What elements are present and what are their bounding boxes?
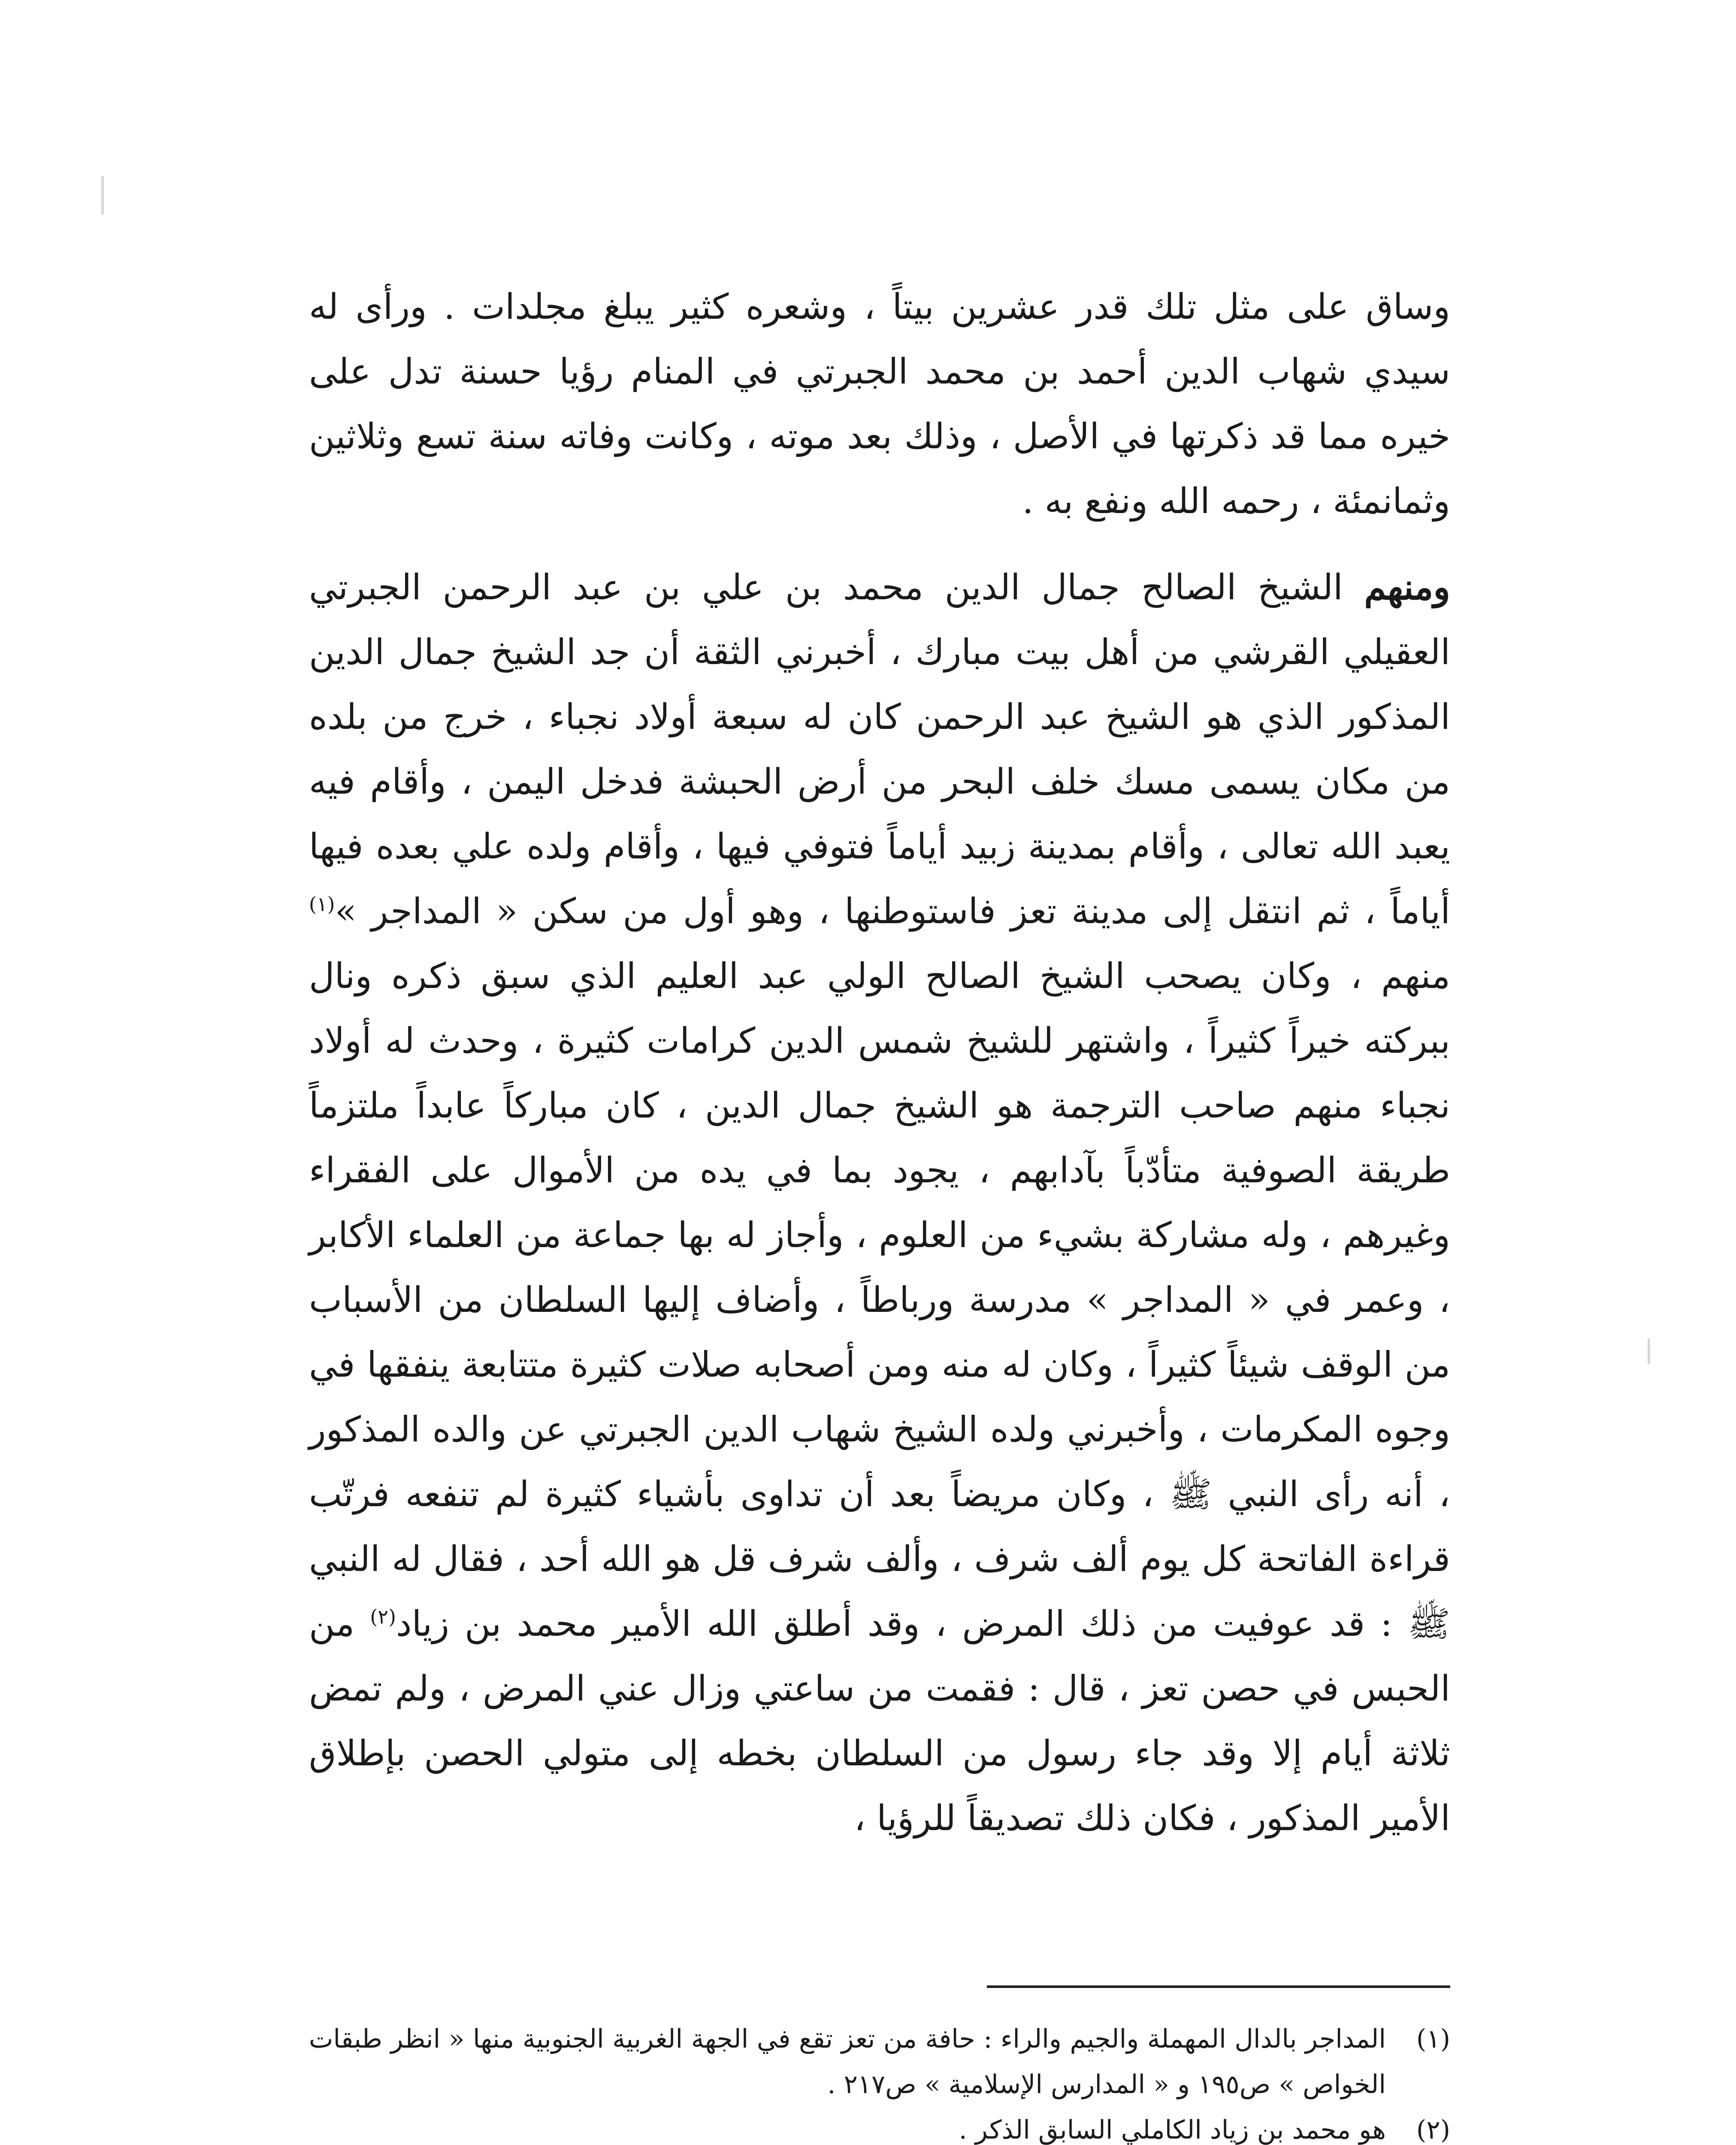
footnote-separator xyxy=(987,1985,1450,1988)
main-text xyxy=(309,275,1450,1851)
paragraph-2-part-2: منهم ، وكان يصحب الشيخ الصالح الولي عبد العليم الذي سبق ذكره ونال ببركته خيراً كثيراً ، واشتهر للشيخ شمس الدين كرامات كثيرة ، وحدث له أولاد نجباء منهم صاحب الترجمة هو الشيخ جمال الدين ، كان مباركاً عابداً ملتزماً طريقة الصوفية متأدّباً بآدابهم ، يجود بما في يده من الأموال على الفقراء وغيرهم ، وله مشاركة بشيء من العلوم ، وأجاز له بها جماعة من العلماء الأكابر ، وعمر في « المداجر » مدرسة ورباطاً ، وأضاف إليها السلطان من الأسباب من الوقف شيئاً كثيراً ، وكان له منه ومن أصحابه صلات كثيرة متتابعة ينفقها في وجوه المكرمات ، وأخبرني ولده الشيخ شهاب الدين الجبرتي عن والده المذكور ، أنه رأى النبي ﷺ ، وكان مريضاً بعد أن تداوى بأشياء كثيرة لم تنفعه فرتّب قراءة الفاتحة كل يوم ألف شرف ، وألف شرف قل هو الله أحد ، فقال له النبي ﷺ : قد عوفيت من ذلك المرض ، وقد أطلق الله الأمير محمد بن زياد xyxy=(309,956,1450,1644)
footnote-2-number: (٢) xyxy=(1416,2115,1450,2145)
footnote-reference-2[interactable]: (٢) xyxy=(370,1605,396,1628)
paragraph-1-text: وساق على مثل تلك قدر عشرين بيتاً ، وشعره كثير يبلغ مجلدات . ورأى له سيدي شهاب الدين أحمد بن محمد الجبرتي في المنام رؤيا حسنة تدل على خيره مما قد ذكرتها في الأصل ، وذلك بعد موته ، وكانت وفاته سنة تسع وثلاثين وثمانمئة ، رحمه الله ونفع به . xyxy=(309,287,1450,522)
paragraph-continuation xyxy=(309,275,1450,534)
paragraph-lead-word: ومنهم xyxy=(1364,567,1450,608)
paragraph-biography xyxy=(309,555,1450,1851)
footnote-2 xyxy=(309,2107,1450,2145)
paragraph-2-text xyxy=(309,555,1450,1851)
footnote-1-number: (١) xyxy=(1416,2024,1450,2054)
paragraph-2-part-3: من الحبس في حصن تعز ، قال : فقمت من ساعتي وزال عني المرض ، ولم تمض ثلاثة أيام إلا وقد جاء رسول من السلطان بخطه إلى متولي الحصن بإطلاق الأمير المذكور ، فكان ذلك تصديقاً للرؤيا ، xyxy=(309,1604,1450,1839)
footnote-reference-1[interactable]: (١) xyxy=(309,892,335,916)
footnotes xyxy=(309,2016,1450,2145)
scan-margin-mark xyxy=(101,176,104,214)
footnote-1 xyxy=(309,2016,1450,2107)
paragraph-2-part-1: الشيخ الصالح جمال الدين محمد بن علي بن عبد الرحمن الجبرتي العقيلي القرشي من أهل بيت مبارك ، أخبرني الثقة أن جد الشيخ جمال الدين المذكور الذي هو الشيخ عبد الرحمن كان له سبعة أولاد نجباء ، خرج من بلده من مكان يسمى مسك خلف البحر من أرض الحبشة فدخل اليمن ، وأقام فيه يعبد الله تعالى ، وأقام بمدينة زبيد أياماً فتوفي فيها ، وأقام ولده علي بعده فيها أياماً ، ثم انتقل إلى مدينة تعز فاستوطنها ، وهو أول من سكن « المداجر » xyxy=(309,567,1450,932)
scan-margin-mark-right xyxy=(1648,1338,1650,1364)
footnote-2-text: هو محمد بن زياد الكاملي السابق الذكر . xyxy=(959,2115,1386,2145)
footnote-1-text: المداجر بالدال المهملة والجيم والراء : حافة من تعز تقع في الجهة الغربية الجنوبية منها « انظر طبقات الخواص » ص١٩٥ و « المدارس الإسلامية » ص٢١٧ . xyxy=(309,2024,1386,2100)
